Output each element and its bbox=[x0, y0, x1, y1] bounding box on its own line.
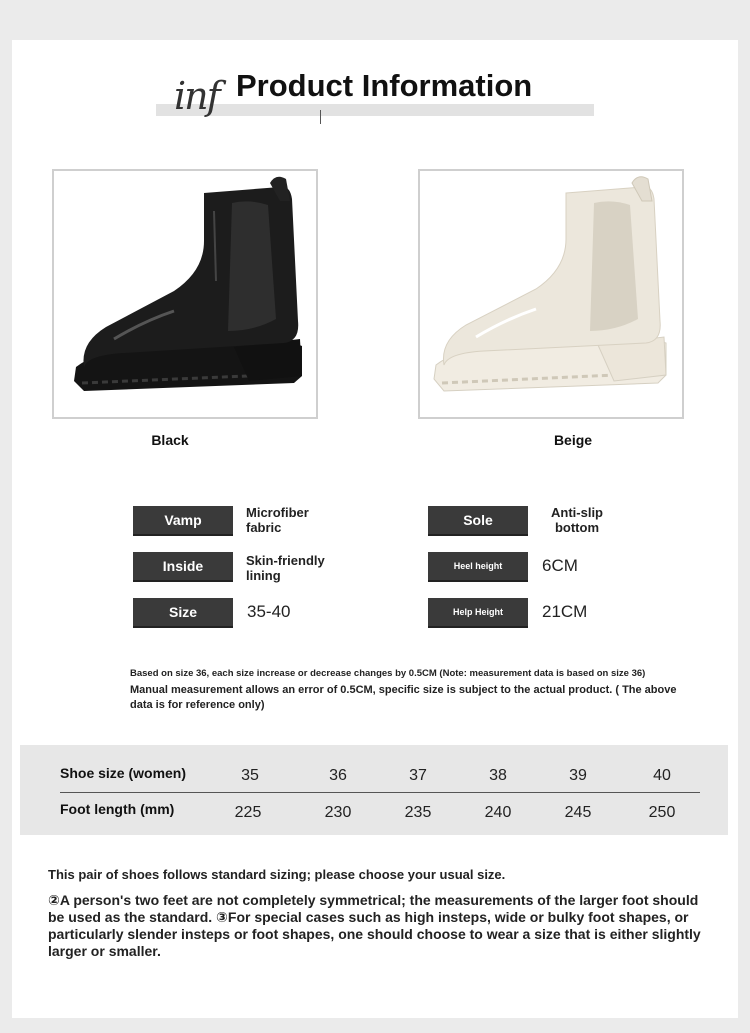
length-row-label: Foot length (mm) bbox=[60, 801, 175, 817]
spec-value-vamp: Microfiber fabric bbox=[246, 505, 309, 535]
size-cell: 39 bbox=[569, 767, 587, 784]
spec-label-help-height: Help Height bbox=[428, 598, 528, 628]
boot-image-black bbox=[54, 171, 316, 417]
spec-label-vamp: Vamp bbox=[133, 506, 233, 536]
spec-label-inside: Inside bbox=[133, 552, 233, 582]
spec-value-sole: Anti-slip bottom bbox=[551, 505, 603, 535]
spec-value-heel-height: 6CM bbox=[542, 556, 578, 575]
spec-label-heel-height: Heel height bbox=[428, 552, 528, 582]
spec-label-size: Size bbox=[133, 598, 233, 628]
length-cell: 230 bbox=[324, 804, 352, 821]
length-cell: 245 bbox=[564, 804, 592, 821]
product-image-beige[interactable] bbox=[418, 169, 684, 419]
product-image-black[interactable] bbox=[52, 169, 318, 419]
size-cell: 37 bbox=[409, 767, 427, 784]
page-title: Product Information bbox=[236, 68, 533, 103]
measurement-basis-note: Based on size 36, each size increase or decrease changes by 0.5CM (Note: measurement data is based on size 36) bbox=[130, 668, 646, 679]
spec-value-size: 35-40 bbox=[247, 602, 291, 621]
length-cell: 250 bbox=[648, 804, 676, 821]
length-cell: 235 bbox=[404, 804, 432, 821]
sizing-advice-line2: ②A person's two feet are not completely symmetrical; the measurements of the larger foot should be used as the standard. ③For special cases such as high insteps, wide or bulky foot shapes, or particularly slender insteps or foot shapes, one should choose to wear a size that is either slightly larger or smaller. bbox=[48, 892, 701, 959]
boot-image-beige bbox=[420, 171, 682, 417]
spec-value-help-height: 21CM bbox=[542, 602, 588, 621]
title-tick-mark bbox=[320, 110, 321, 124]
length-cell: 240 bbox=[484, 804, 512, 821]
size-cell: 40 bbox=[653, 767, 671, 784]
table-divider bbox=[60, 792, 700, 793]
size-cell: 35 bbox=[241, 767, 259, 784]
measurement-error-note: Manual measurement allows an error of 0.5CM, specific size is subject to the actual product. ( The above data is for reference only) bbox=[130, 684, 677, 711]
product-label-beige: Beige bbox=[553, 432, 593, 448]
spec-label-sole: Sole bbox=[428, 506, 528, 536]
title-script-logo: inf bbox=[174, 74, 219, 118]
size-table bbox=[20, 745, 728, 835]
product-label-black: Black bbox=[151, 432, 189, 448]
size-cell: 38 bbox=[489, 767, 507, 784]
size-cell: 36 bbox=[329, 767, 347, 784]
page-header bbox=[150, 62, 600, 132]
sizing-advice-line1: This pair of shoes follows standard sizing; please choose your usual size. bbox=[48, 867, 506, 882]
spec-value-inside: Skin-friendly lining bbox=[246, 553, 325, 583]
size-row-label: Shoe size (women) bbox=[60, 765, 187, 781]
title-underline-bar bbox=[156, 104, 594, 116]
length-cell: 225 bbox=[234, 804, 262, 821]
